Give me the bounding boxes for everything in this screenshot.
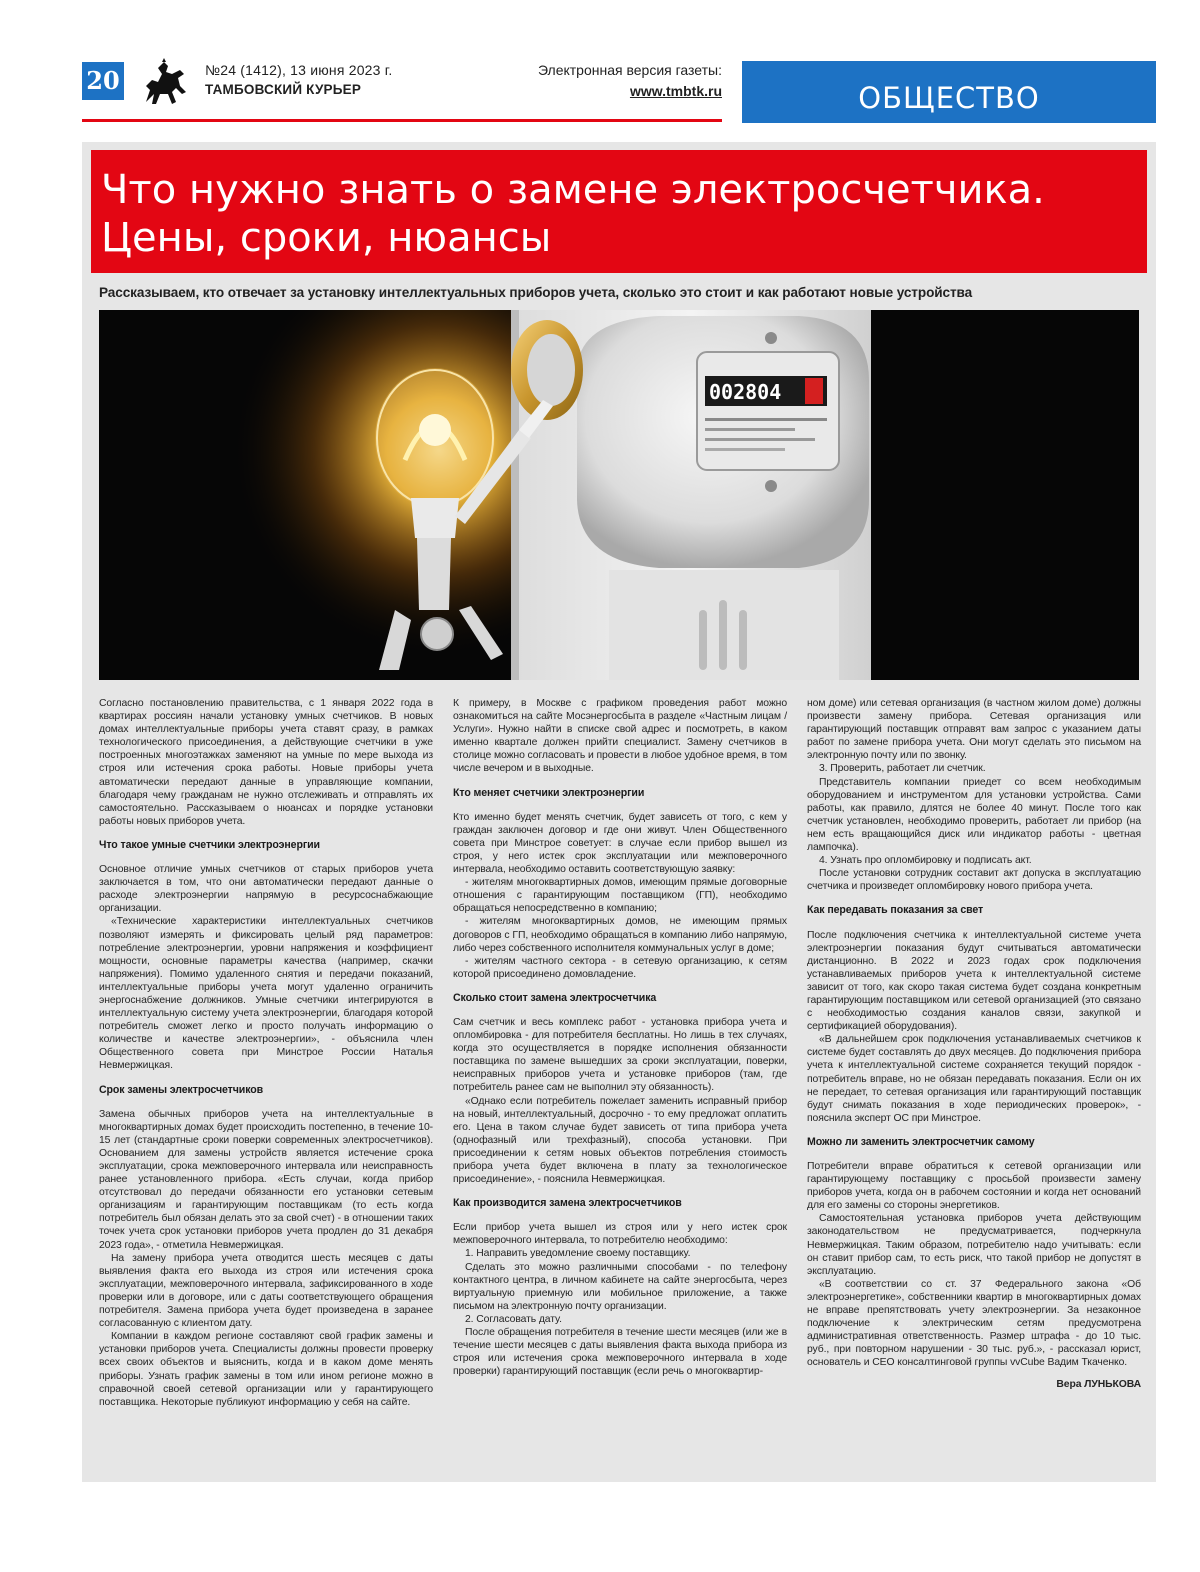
horse-rider-logo-icon (138, 58, 192, 108)
meter-digits: 002804 (709, 380, 782, 404)
page-number: 20 (82, 62, 124, 100)
article-title-line1: Что нужно знать о замене электросчетчика. (101, 167, 1045, 213)
electronic-version-label: Электронная версия газеты: (537, 62, 722, 78)
paragraph: Самостоятельная установка приборов учета действующим законодательством не предусматривается, подчеркнула Невмержицкая. Таким образом, потребителю надо учитывать: если он ставит прибор сам, то есть риск, что такой прибор не допустят в эксплуатацию. (807, 1213, 1141, 1277)
subheading: Что такое умные счетчики электроэнергии (99, 838, 320, 851)
subheading: Можно ли заменить электросчетчик самому (807, 1135, 1035, 1148)
article-lead: Рассказываем, кто отвечает за установку интеллектуальных приборов учета, сколько это стоит и как работают новые устройства (99, 285, 973, 300)
paragraph: После обращения потребителя в течение шести месяцев (или же в течение шести месяцев с даты выявления факта выхода прибора из строя или истечения срока межповерочного интервала в ходе проверки) гарантирующий поставщик (если речь о многоквартир- (453, 1327, 787, 1378)
paragraph: - жителям частного сектора - в сетевую организацию, к сетям которой присоединено домовладение. (453, 955, 787, 980)
paragraph: На замену прибора учета отводится шесть месяцев с даты выявления факта его выхода из строя или истечения срока эксплуатации, межповерочного интервала, зафиксированного в ходе проверки или в договоре, или с даты соответствующего обращения потребителя. Замена прибора учета будет произведена в заранее согласованную с клиентом дату. (99, 1252, 433, 1330)
paragraph: «В соответствии со ст. 37 Федерального закона «Об электроэнергетике», собственники квартир в многоквартирных домах не вправе препятствовать учету электроэнергии. За незаконное подключение к электрическим сетям предусмотрена административная ответственность. Размер штрафа - до 10 тыс. руб., при повторном нарушении - 30 тыс. руб.», - рассказал юрист, основатель и СЕО консалтинговой группы vvCube Вадим Ткаченко. (807, 1278, 1141, 1369)
paragraph: Компании в каждом регионе составляют свой график замены и установки приборов учета. Специалисты должны провести проверку всех своих объектов и выяснить, когда и в каком доме менять приборы. Узнать график замены в том или ином регионе можно в справочной своей сетевой организации или у гарантирующего поставщика. Некоторые публикуют информацию у себя на сайте. (99, 1331, 433, 1408)
paragraph: 1. Направить уведомление своему поставщику. (465, 1248, 691, 1260)
subheading: Срок замены электросчетчиков (99, 1083, 264, 1096)
issue-date: №24 (1412), 13 июня 2023 г. (205, 62, 393, 78)
subheading: Кто меняет счетчики электроэнергии (453, 786, 645, 799)
paragraph: После подключения счетчика к интеллектуальной системе учета электроэнергии показания будут считываться автоматически дистанционно. В 2022 и 2023 годах срок подключения устанавливаемых приборов учета к интеллектуальной системе зависит от того, как скоро такая система будет создана конкретным гарантирующим поставщиком или сетевой организацией (это связано с необходимостью создания каналов связи, закупкой и сертификацией оборудования). (807, 929, 1141, 1033)
paragraph: Потребители вправе обратиться к сетевой организации или гарантирующему поставщику с просьбой произвести замену приборов учета, когда он в рабочем состоянии и когда нет оснований для его замены со стороны энергетиков. (807, 1161, 1141, 1212)
paragraph: Основное отличие умных счетчиков от старых приборов учета заключается в том, что они автоматически передают данные о расходе электроэнергии напрямую в ресурсоснабжающие организации. (99, 864, 433, 915)
paragraph: ном доме) или сетевая организация (в частном жилом доме) должны произвести замену прибора. Сетевая организация или гарантирующий поставщик отправят вам запрос с указанием даты работ по замене прибора учета. Они могут сделать это письмом на электронную почту или по звонку. (807, 698, 1141, 762)
paragraph: Кто именно будет менять счетчик, будет зависеть от того, с кем у граждан заключен договор и где они живут. Член Общественного совета при Минстрое советует: в случае если прибор вышел из строя, у него истек срок эксплуатации или межповерочного интервала, необходимо оставить соответствующую заявку: (453, 811, 787, 876)
paragraph: «Технические характеристики интеллектуальных счетчиков позволяют измерять и фиксировать целый ряд параметров: потребление электроэнергии, уровни напряжения и коэффициент мощности, основные параметры качества (например, скачки напряжения). Помимо удаленного снятия и передачи показаний, интеллектуальные приборы учета могут удаленно ограничить энергоснабжение должников. Умные счетчики интегрируются в интеллектуальную систему учета электроэнергии, благодаря которой потребитель сможет легко и просто получать информацию о количестве и качестве электроэнергии», - объяснила член Общественного совета при Минстрое России Наталья Невмержицкая. (99, 916, 433, 1072)
paper-name: ТАМБОВСКИЙ КУРЬЕР (205, 82, 362, 97)
paragraph: Представитель компании приедет со всем необходимым оборудованием и инструментом для установки устройства. Сами работы, как правило, длятся не более 40 минут. После того как счетчик установлен, необходимо проверить, работает ли прибор (на нем есть вращающийся диск или индикатор работы - цветная лампочка). (807, 776, 1141, 854)
article-title-line2: Цены, сроки, нюансы (101, 215, 552, 261)
subheading: Как производится замена электросчетчиков (453, 1197, 682, 1210)
paragraph: Сам счетчик и весь комплекс работ - установка прибора учета и опломбировка - для потребителя бесплатны. Но лишь в тех случаях, когда это осуществляется в порядке исполнения обязанности поставщика по замене вышедших за сроки эксплуатации, поверки, неисправных приборов учета и установке приборов (там, где потребитель ранее сам не выполнил эту обязанность). (453, 1016, 787, 1094)
paragraph: 4. Узнать про опломбировку и подписать акт. (819, 855, 1032, 867)
paragraph: Согласно постановлению правительства, с 1 января 2022 года в квартирах россиян начали установку умных счетчиков. В новых домах интеллектуальные приборы учета ставят сразу, в рамках технологического присоединения, а действующие счетчики в уже построенных многоэтажках заменяют на умные по мере выхода из строя или истечения срока работы. Новые приборы учета автоматически передают данные в управляющие компании, благодаря чему гражданам не нужно отслеживать и отправлять их самостоятельно. Рассказываем о нюансах и порядке установки работы новых приборов учета. (99, 698, 433, 827)
paragraph: Сделать это можно различными способами - по телефону контактного центра, в личном кабинете на сайте энергосбыта, через виртуальную приемную или мобильное приложение, а также письмом на электронную почту организации. (453, 1261, 787, 1312)
article-column-2 (453, 697, 787, 1378)
website-link[interactable]: www.tmbtk.ru (629, 83, 722, 99)
paragraph: Если прибор учета вышел из строя или у него истек срок межповерочного интервала, то потребителю необходимо: (453, 1222, 787, 1247)
issue-info (205, 60, 392, 100)
section-label: ОБЩЕСТВО (858, 81, 1040, 115)
paragraph: 3. Проверить, работает ли счетчик. (819, 763, 986, 775)
article-column-3 (807, 697, 1141, 1391)
section-banner (742, 61, 1156, 123)
article-title (101, 166, 1045, 262)
title-banner (91, 150, 1147, 273)
paragraph: «Однако если потребитель пожелает заменить исправный прибор на новый, интеллектуальный, досрочно - то ему предложат оплатить его. Цена в таком случае будет зависеть от типа прибора учета (однофазный или трехфазный), способа установки. При присоединении к сетям новых объектов потребления стоимость прибора учета будет включена в плату за технологическое присоединение», - пояснила Невмержицкая. (453, 1095, 787, 1186)
paragraph: - жителям многоквартирных домов, имеющим прямые договорные отношения с гарантирующим поставщиком (ГП), необходимо обращаться непосредственно в компанию; (453, 877, 787, 915)
paragraph: «В дальнейшем срок подключения устанавливаемых счетчиков к системе будет составлять до двух месяцев. До подключения прибора учета к интеллектуальной системе сохраняется текущий порядок - потребитель вправе, но не обязан передавать показания. Если он их не передает, то сетевая организация или гарантирующий поставщик будут снимать показания в ходе периодических проверок», - пояснила эксперт ОС при Минстрое. (807, 1034, 1141, 1124)
paragraph: - жителям многоквартирных домов, не имеющим прямых договоров с ГП, необходимо обращаться в компанию либо напрямую, либо через собственного исполнителя коммунальных услуг в доме; (453, 916, 787, 954)
subheading: Сколько стоит замена электросчетчика (453, 991, 657, 1004)
article-column-1 (99, 697, 433, 1409)
paragraph: К примеру, в Москве с графиком проведения работ можно ознакомиться на сайте Мосэнергосбыта в разделе «Частным лицам / Услуги». Нужно найти в списке свой адрес и посмотреть, в каком именно квартале должен прийти специалист. Замену счетчиков в столице можно согласовать и провести в любое удобное время, в том числе вечером и в выходные. (453, 698, 787, 775)
paragraph: Замена обычных приборов учета на интеллектуальные в многоквартирных домах будет происходить постепенно, в течение 10-15 лет (стандартные сроки поверки современных электросчетчиков). Основанием для замены устройств является истечение срока эксплуатации, срока межповерочного интервала или неисправность ранее установленного прибора. «Есть случаи, когда прибор отсутствовал до передачи обязанности его установки сетевым организациям и гарантирующим поставщикам (то есть когда потребитель был обязан делать это за свой счет) - в отношении таких точек учета срок установки приборов учета продлен до 31 декабря 2023 года», - отметила Невмержицкая. (99, 1108, 433, 1251)
article-author: Вера ЛУНЬКОВА (1056, 1378, 1141, 1390)
article-photo (99, 310, 1139, 680)
paragraph: После установки сотрудник составит акт допуска в эксплуатацию счетчика и произведет опломбировку нового прибора учета. (807, 868, 1141, 893)
header-divider (82, 119, 722, 122)
paragraph: 2. Согласовать дату. (465, 1313, 562, 1325)
subheading: Как передавать показания за свет (807, 904, 984, 917)
electronic-version (538, 60, 722, 102)
